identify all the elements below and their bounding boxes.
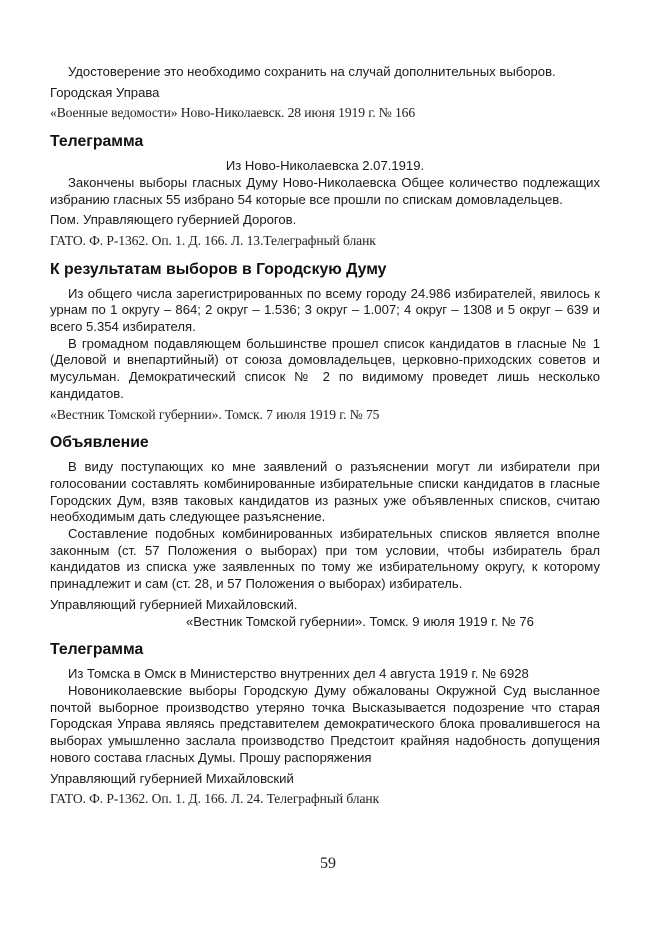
signature-city-council: Городская Управа [50, 84, 160, 100]
heading-announcement: Объявление [50, 434, 149, 452]
paragraph-turnout: Из общего числа зарегистрированных по всему городу 24.986 избирателей, явилось к урнам по 1 округу – 864; 2 округ – 1.536; 3 округ – 1.007; 4 округ – 1308 и 5 округ – 639 и всего 5.354 избирателя. [50, 285, 600, 335]
telegram-route-line: Из Томска в Омск в Министерство внутренних дел 4 августа 1919 г. № 6928 [68, 666, 529, 682]
paragraph-elections-finished: Закончены выборы гласных Думу Ново-Николаевска Общее количество подлежащих избранию гласных 55 избрано 54 которые все прошли по спискам домовладельцев. [50, 174, 600, 207]
page-number: 59 [320, 855, 336, 872]
paragraph-appeal: Новониколаевские выборы Городскую Думу обжалованы Окружной Суд высланное почтой выборное производство утеряно точка Высказывается подозрение что старая Городская Управа являясь представителем демократического блока провалившегося на выборах умышленно заслала производство Предстоит крайняя надобность допущения нового состава гласных Думы. Прошу распоряжения [50, 682, 600, 765]
paragraph-certificate-note: Удостоверение это необходимо сохранить на случай дополнительных выборов. [68, 64, 556, 79]
source-citation-5: ГАТО. Ф. Р-1362. Оп. 1. Д. 166. Л. 24. Телеграфный бланк [50, 791, 380, 807]
telegram-origin-line: Из Ново-Николаевска 2.07.1919. [225, 158, 425, 174]
heading-election-results: К результатам выборов в Городскую Думу [50, 260, 387, 278]
signature-mikhailovsky-2: Управляющий губернией Михайловский [50, 770, 294, 786]
signature-mikhailovsky-1: Управляющий губернией Михайловский. [50, 596, 298, 612]
source-citation-3: «Вестник Томской губернии». Томск. 7 июля 1919 г. № 75 [50, 406, 380, 422]
heading-telegram-1: Телеграмма [50, 133, 144, 151]
paragraph-combined-lists: Составление подобных комбинированных избирательных списков является вполне законным (ст. 57 Положения о выборах) при том условии, чтобы избиратель брал кандидатов из списка уже заявленных по тому же избирательному округу, к которому принадлежит и сам (ст. 28, и 57 Положения о выборах) избиратель. [50, 526, 600, 592]
source-citation-1: «Военные ведомости» Ново-Николаевск. 28 июня 1919 г. № 166 [50, 105, 416, 121]
paragraph-clarification-request: В виду поступающих ко мне заявлений о разъяснении могут ли избиратели при голосовании составлять комбинированные избирательные списки кандидатов в гласные Городских Дум, взяв таковых кандидатов из разных уже объявленных списков, считаю необходимым дать следующее разъяснение. [50, 459, 600, 525]
page-content [50, 64, 600, 808]
signature-dorogov: Пом. Управляющего губернией Дорогов. [50, 212, 297, 228]
heading-telegram-2: Телеграмма [50, 641, 144, 659]
source-citation-2: ГАТО. Ф. Р-1362. Оп. 1. Д. 166. Л. 13.Телеграфный бланк [50, 232, 376, 248]
paragraph-list-results: В громадном подавляющем большинстве прошел список кандидатов в гласные № 1 (Деловой и внепартийный) от союза домовладельцев, церковно-приходских советов и мусульман. Демократический список № 2 по видимому проведет лишь несколько кандидатов. [50, 335, 600, 401]
source-citation-4: «Вестник Томской губернии». Томск. 9 июля 1919 г. № 76 [186, 613, 534, 629]
